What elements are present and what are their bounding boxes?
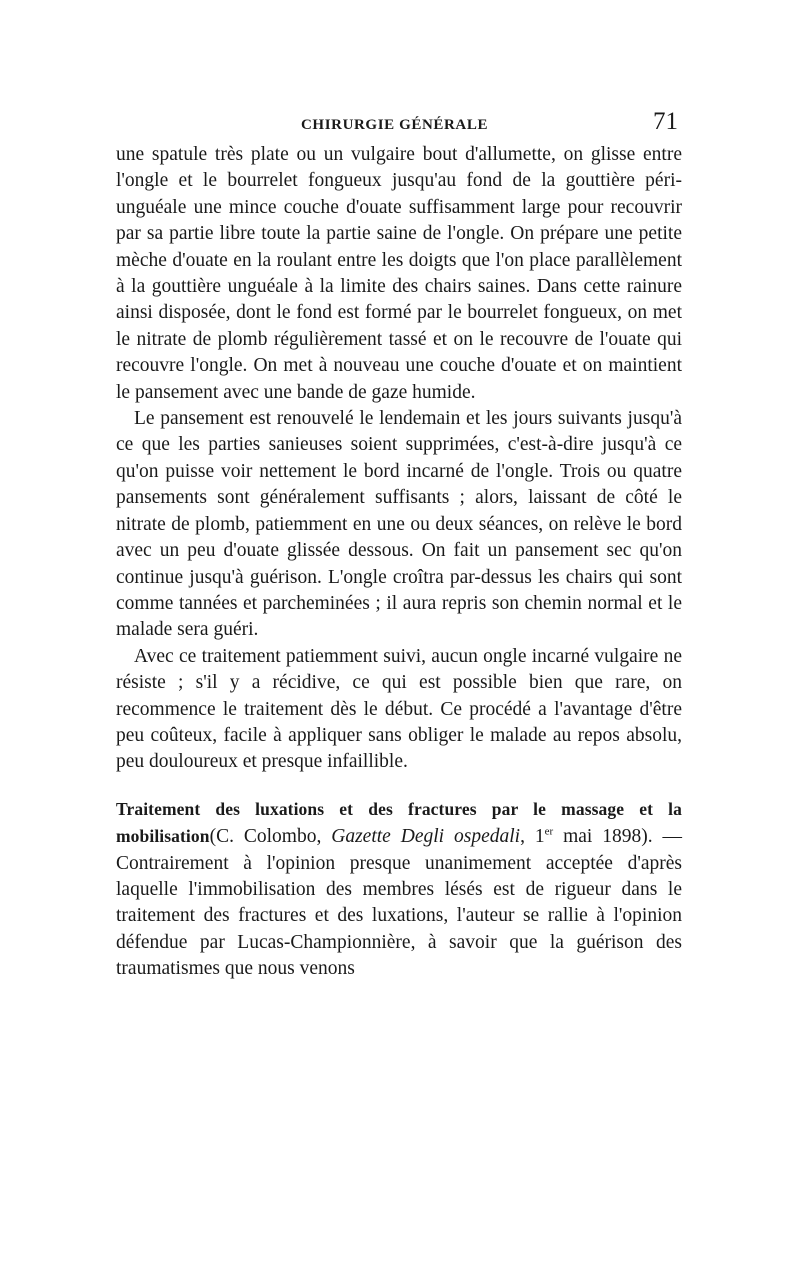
citation-date-prefix: , 1 xyxy=(520,826,545,848)
running-head xyxy=(116,108,682,142)
section-paragraph xyxy=(116,796,682,983)
paragraph-1: une spatule très plate ou un vulgaire bout d'allumette, on glisse entre l'ongle et le bourrelet fongueux jusqu'au fond de la gouttière péri-unguéale une mince couche d'ouate suffisamment large pour recouvrir par sa partie libre toute la partie saine de l'ongle. On prépare une petite mèche d'ouate en la roulant entre les doigts que l'on place parallèlement à la gouttière unguéale à la limite des chairs saines. Dans cette rainure ainsi disposée, dont le fond est formé par le bourrelet fongueux, on met le nitrate de plomb régulièrement tassé et on le recouvre de l'ouate qui recouvre l'ongle. On met à nouveau une couche d'ouate et on maintient le pansement avec une bande de gaze humide. xyxy=(116,144,682,403)
citation-journal: Gazette Degli ospedali xyxy=(331,826,521,848)
citation-author: (C. Colombo, xyxy=(209,826,332,848)
page-number: 71 xyxy=(653,108,678,135)
section-title: Traitement des luxations et des fractures par le massage et la mobilisation xyxy=(116,798,682,847)
header-title: CHIRURGIE GÉNÉRALE xyxy=(301,117,489,133)
paragraph-2: Le pansement est renouvelé le lendemain et les jours suivants jusqu'à ce que les parties sanieuses soient supprimées, c'est-à-dire jusqu'à ce qu'on puisse voir nettement le bord incarné de l'ongle. Trois ou quatre pansements sont généralement suffisants ; alors, laissant de côté le nitrate de plomb, patiemment en une ou deux séances, on relève le bord avec un peu d'ouate glissée dessous. On fait un pansement sec qu'on continue jusqu'à guérison. L'ongle croîtra par-dessus les chairs qui sont comme tannées et parcheminées ; il aura repris son chemin normal et le malade sera guéri. xyxy=(116,408,682,641)
paragraph-3: Avec ce traitement patiemment suivi, aucun ongle incarné vulgaire ne résiste ; s'il y a récidive, ce qui est possible bien que rare, on recommence le traitement dès le début. Ce procédé a l'avantage d'être peu coûteux, facile à appliquer sans obliger le malade au repos absolu, peu douloureux et presque infaillible. xyxy=(116,645,682,773)
book-page xyxy=(116,108,682,983)
citation-date-suffix: mai 1898). xyxy=(553,826,653,848)
section-body: — Contrairement à l'opinion presque unanimement acceptée d'après laquelle l'immobilisation des membres lésés est de rigueur dans le traitement des fractures et des luxations, l'auteur se rallie à l'opinion défendue par Lucas-Championnière, à savoir que la guérison des traumatismes que nous venons xyxy=(116,826,683,980)
citation-date-superscript: er xyxy=(544,825,554,838)
body-text xyxy=(116,142,682,983)
